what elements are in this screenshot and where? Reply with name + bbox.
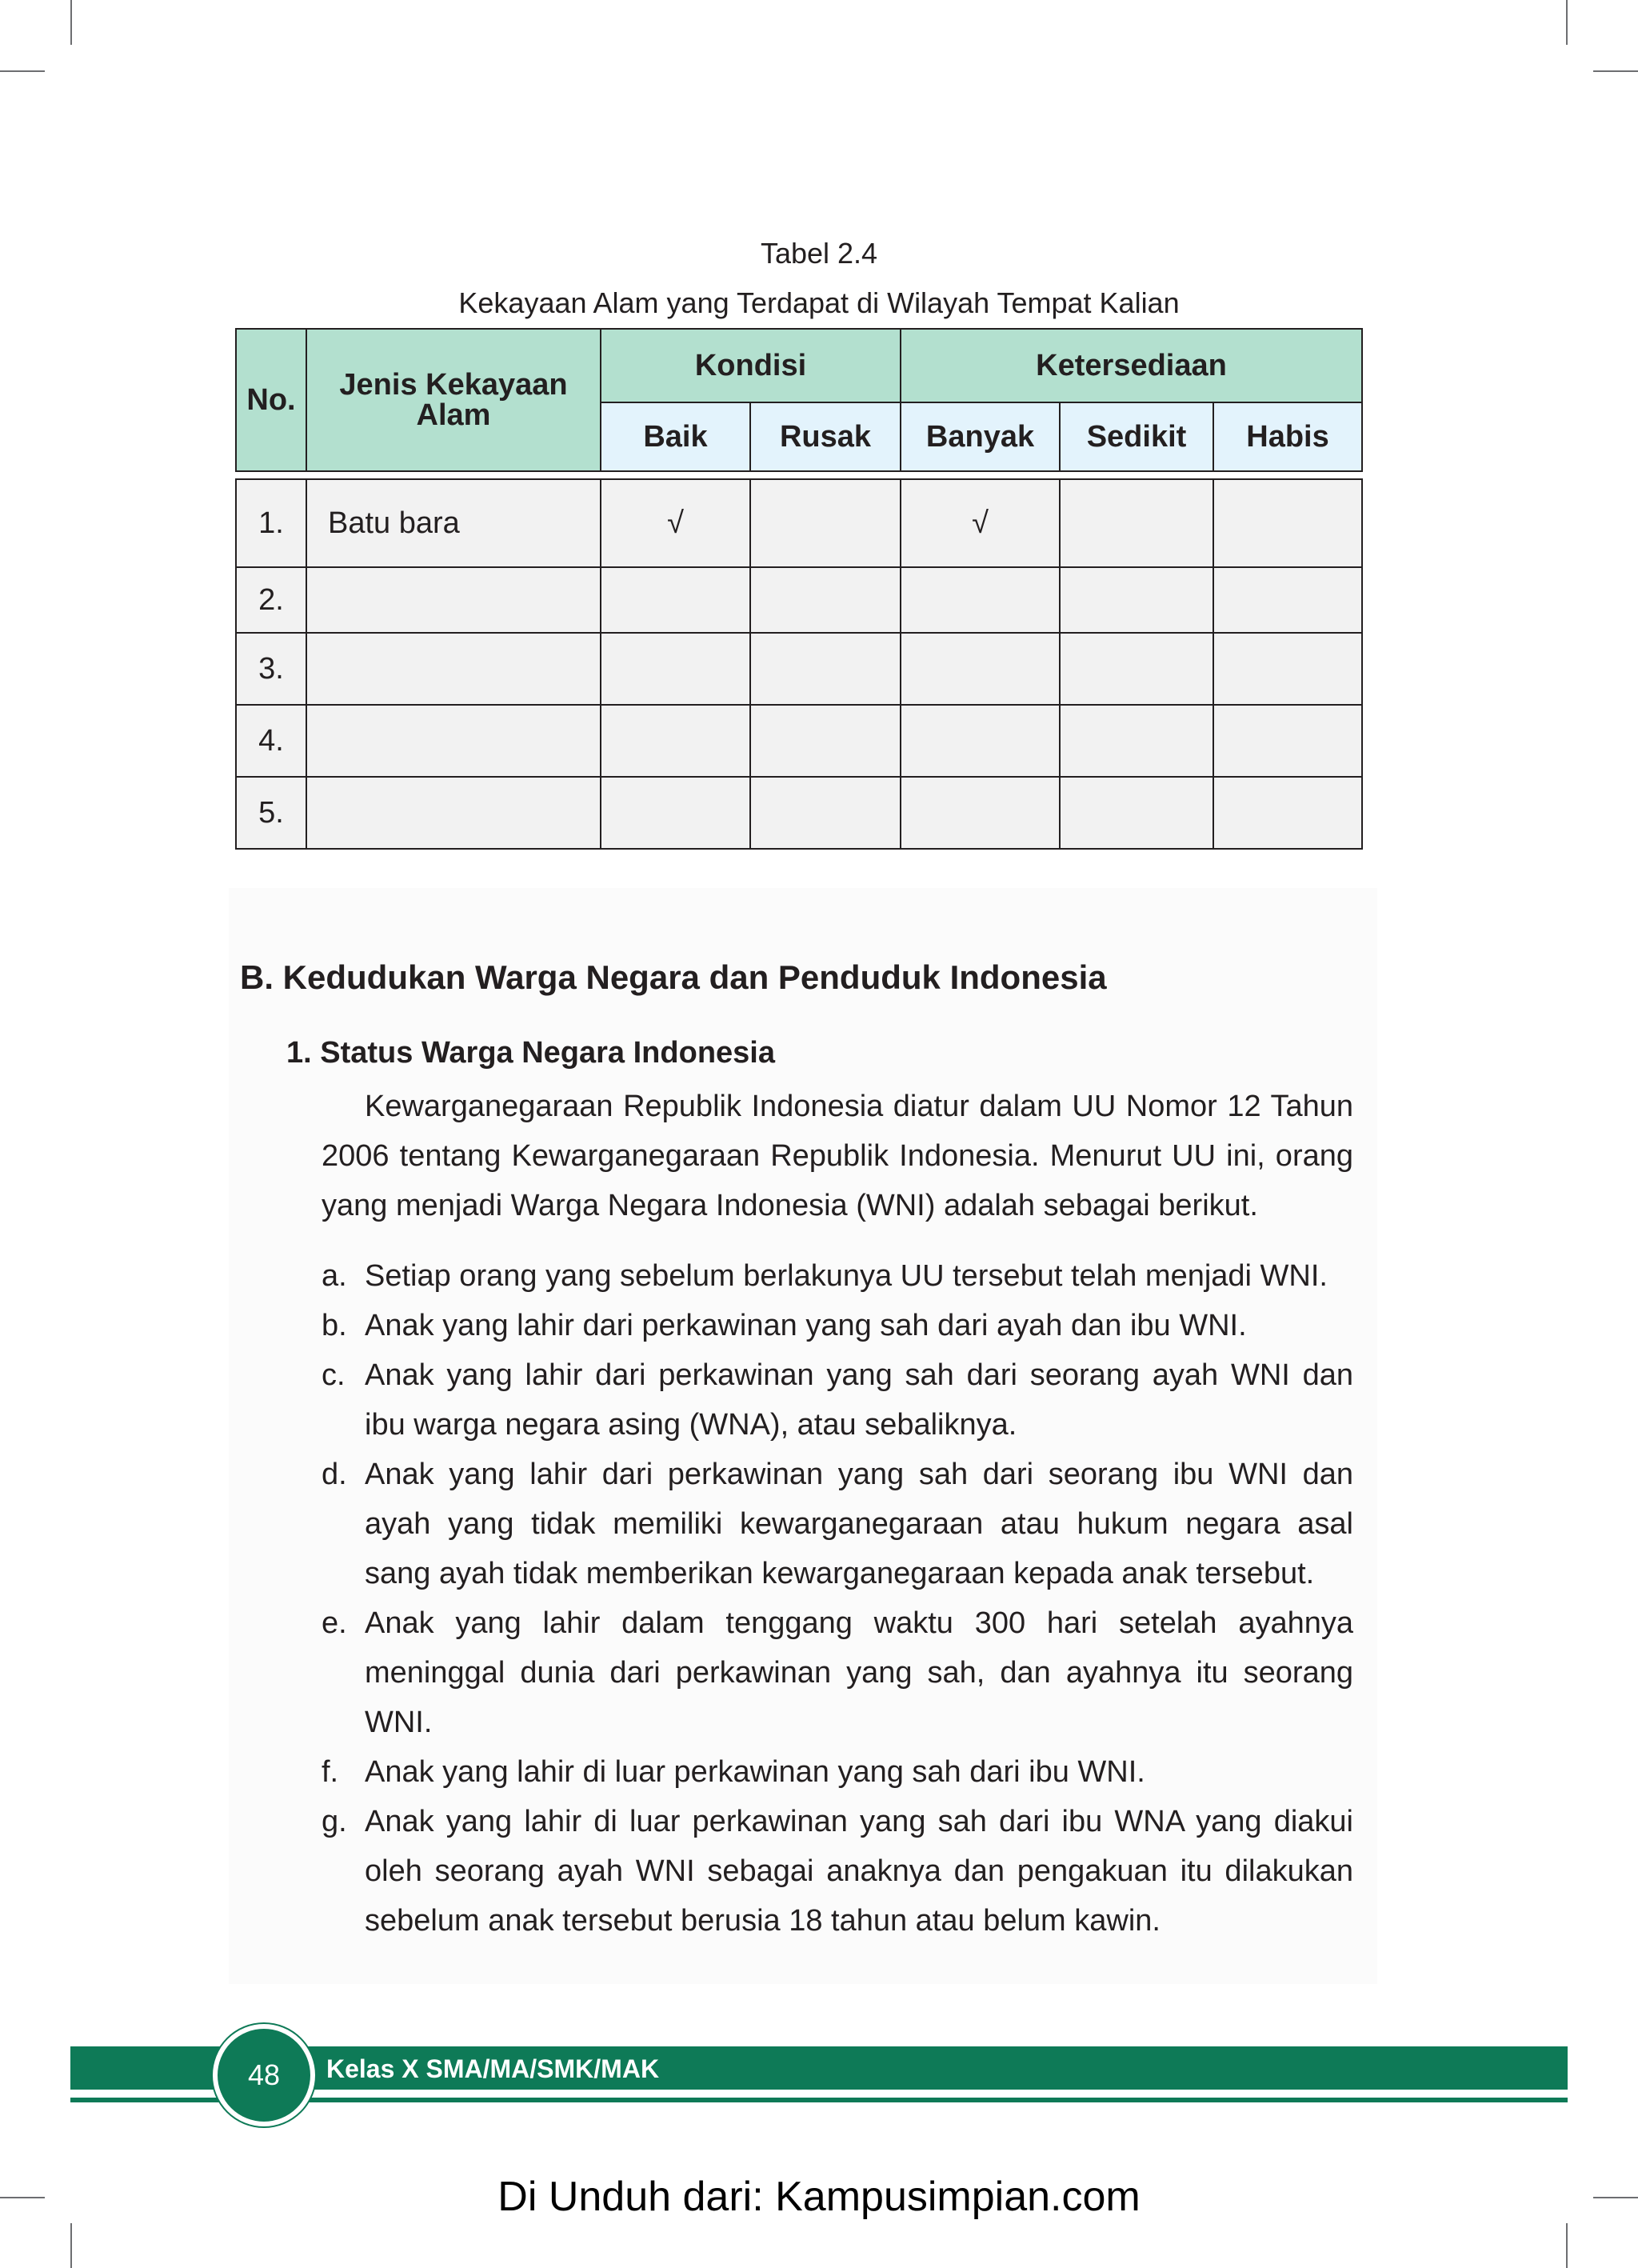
cell-no: 5. xyxy=(236,777,306,849)
list-item-letter: g. xyxy=(322,1805,347,1838)
cell-baik xyxy=(601,705,750,777)
list-item xyxy=(322,1251,1353,1301)
crop-mark-top-right-v xyxy=(1566,0,1568,45)
header-sedikit: Sedikit xyxy=(1060,402,1213,471)
cell-no: 4. xyxy=(236,705,306,777)
cell-sedikit xyxy=(1060,705,1213,777)
cell-baik xyxy=(601,567,750,633)
cell-sedikit xyxy=(1060,479,1213,567)
cell-banyak xyxy=(901,567,1060,633)
cell-no: 3. xyxy=(236,633,306,705)
cell-habis xyxy=(1213,567,1362,633)
list-item xyxy=(322,1450,1353,1598)
list-item-letter: f. xyxy=(322,1755,339,1789)
header-habis: Habis xyxy=(1213,402,1362,471)
header-ketersediaan: Ketersediaan xyxy=(901,329,1362,402)
cell-rusak xyxy=(750,777,901,849)
crop-mark-bottom-left-v xyxy=(70,2223,72,2268)
list-item-text: Anak yang lahir di luar perkawinan yang sah dari ibu WNI. xyxy=(365,1755,1145,1789)
cell-banyak xyxy=(901,777,1060,849)
cell-sedikit xyxy=(1060,567,1213,633)
table-caption-title: Kekayaan Alam yang Terdapat di Wilayah Tempat Kalian xyxy=(458,286,1180,319)
table-row xyxy=(236,479,1362,567)
list-item-text: Anak yang lahir di luar perkawinan yang sah dari ibu WNA yang diakui oleh seorang ayah WNI sebagai anaknya dan pengakuan itu dilakukan sebelum anak tersebut berusia 18 tahun atau belum kawin. xyxy=(365,1805,1353,1938)
cell-name xyxy=(306,705,601,777)
cell-banyak xyxy=(901,705,1060,777)
section-heading: B. Kedudukan Warga Negara dan Penduduk Indonesia xyxy=(240,958,1107,996)
crop-mark-bottom-right-v xyxy=(1566,2223,1568,2268)
list-item-text: Anak yang lahir dari perkawinan yang sah dari seorang ayah WNI dan ibu warga negara asing (WNA), atau sebaliknya. xyxy=(365,1358,1353,1442)
cell-rusak xyxy=(750,479,901,567)
table-row xyxy=(236,567,1362,633)
list-item-letter: d. xyxy=(322,1458,347,1491)
list-item-letter: b. xyxy=(322,1309,347,1342)
crop-mark-top-left-v xyxy=(70,0,72,45)
cell-baik: √ xyxy=(601,479,750,567)
download-watermark: Di Unduh dari: Kampusimpian.com xyxy=(497,2174,1141,2220)
list-item-text: Anak yang lahir dari perkawinan yang sah dari seorang ibu WNI dan ayah yang tidak memiliki kewarganegaraan atau hukum negara asal sang ayah tidak memberikan kewarganegaraan kepada anak tersebut. xyxy=(365,1458,1353,1590)
cell-sedikit xyxy=(1060,633,1213,705)
crop-mark-top-right-h xyxy=(1593,70,1638,72)
intro-paragraph: Kewarganegaraan Republik Indonesia diatur dalam UU Nomor 12 Tahun 2006 tentang Kewarganegaraan Republik Indonesia. Menurut UU ini, orang yang menjadi Warga Negara Indonesia (WNI) adalah sebagai berikut. xyxy=(322,1090,1353,1222)
cell-rusak xyxy=(750,633,901,705)
header-banyak: Banyak xyxy=(901,402,1060,471)
header-separator xyxy=(236,471,1362,479)
list-item-text: Anak yang lahir dari perkawinan yang sah dari ayah dan ibu WNI. xyxy=(365,1309,1247,1342)
cell-baik xyxy=(601,633,750,705)
header-rusak: Rusak xyxy=(750,402,901,471)
citizen-criteria-list xyxy=(322,1251,1353,1946)
cell-habis xyxy=(1213,777,1362,849)
cell-no: 1. xyxy=(236,479,306,567)
list-item xyxy=(322,1350,1353,1450)
header-no: No. xyxy=(236,329,306,471)
table-row xyxy=(236,705,1362,777)
cell-banyak xyxy=(901,633,1060,705)
list-item xyxy=(322,1301,1353,1350)
cell-habis xyxy=(1213,705,1362,777)
header-baik: Baik xyxy=(601,402,750,471)
list-item xyxy=(322,1797,1353,1946)
table-row xyxy=(236,633,1362,705)
cell-rusak xyxy=(750,567,901,633)
list-item-letter: e. xyxy=(322,1606,347,1640)
table-row xyxy=(236,777,1362,849)
page-number: 48 xyxy=(213,2024,315,2126)
header-jenis: Jenis Kekayaan Alam xyxy=(306,329,601,471)
cell-banyak: √ xyxy=(901,479,1060,567)
list-item xyxy=(322,1747,1353,1797)
footer-book-label: Kelas X SMA/MA/SMK/MAK xyxy=(326,2054,660,2083)
cell-name xyxy=(306,633,601,705)
cell-no: 2. xyxy=(236,567,306,633)
cell-habis xyxy=(1213,479,1362,567)
cell-name xyxy=(306,567,601,633)
crop-mark-top-left-h xyxy=(0,70,45,72)
cell-baik xyxy=(601,777,750,849)
section-subheading: 1. Status Warga Negara Indonesia xyxy=(286,1036,775,1070)
header-kondisi: Kondisi xyxy=(601,329,901,402)
cell-name: Batu bara xyxy=(306,479,601,567)
list-item-text: Anak yang lahir dalam tenggang waktu 300 hari setelah ayahnya meninggal dunia dari perkawinan yang sah, dan ayahnya itu seorang WNI. xyxy=(365,1606,1353,1739)
list-item xyxy=(322,1598,1353,1747)
table-caption-number: Tabel 2.4 xyxy=(760,237,878,270)
natural-resources-table xyxy=(235,328,1363,850)
cell-rusak xyxy=(750,705,901,777)
cell-name xyxy=(306,777,601,849)
list-item-letter: a. xyxy=(322,1259,347,1293)
list-item-letter: c. xyxy=(322,1358,346,1392)
list-item-text: Setiap orang yang sebelum berlakunya UU tersebut telah menjadi WNI. xyxy=(365,1259,1328,1293)
cell-habis xyxy=(1213,633,1362,705)
cell-sedikit xyxy=(1060,777,1213,849)
